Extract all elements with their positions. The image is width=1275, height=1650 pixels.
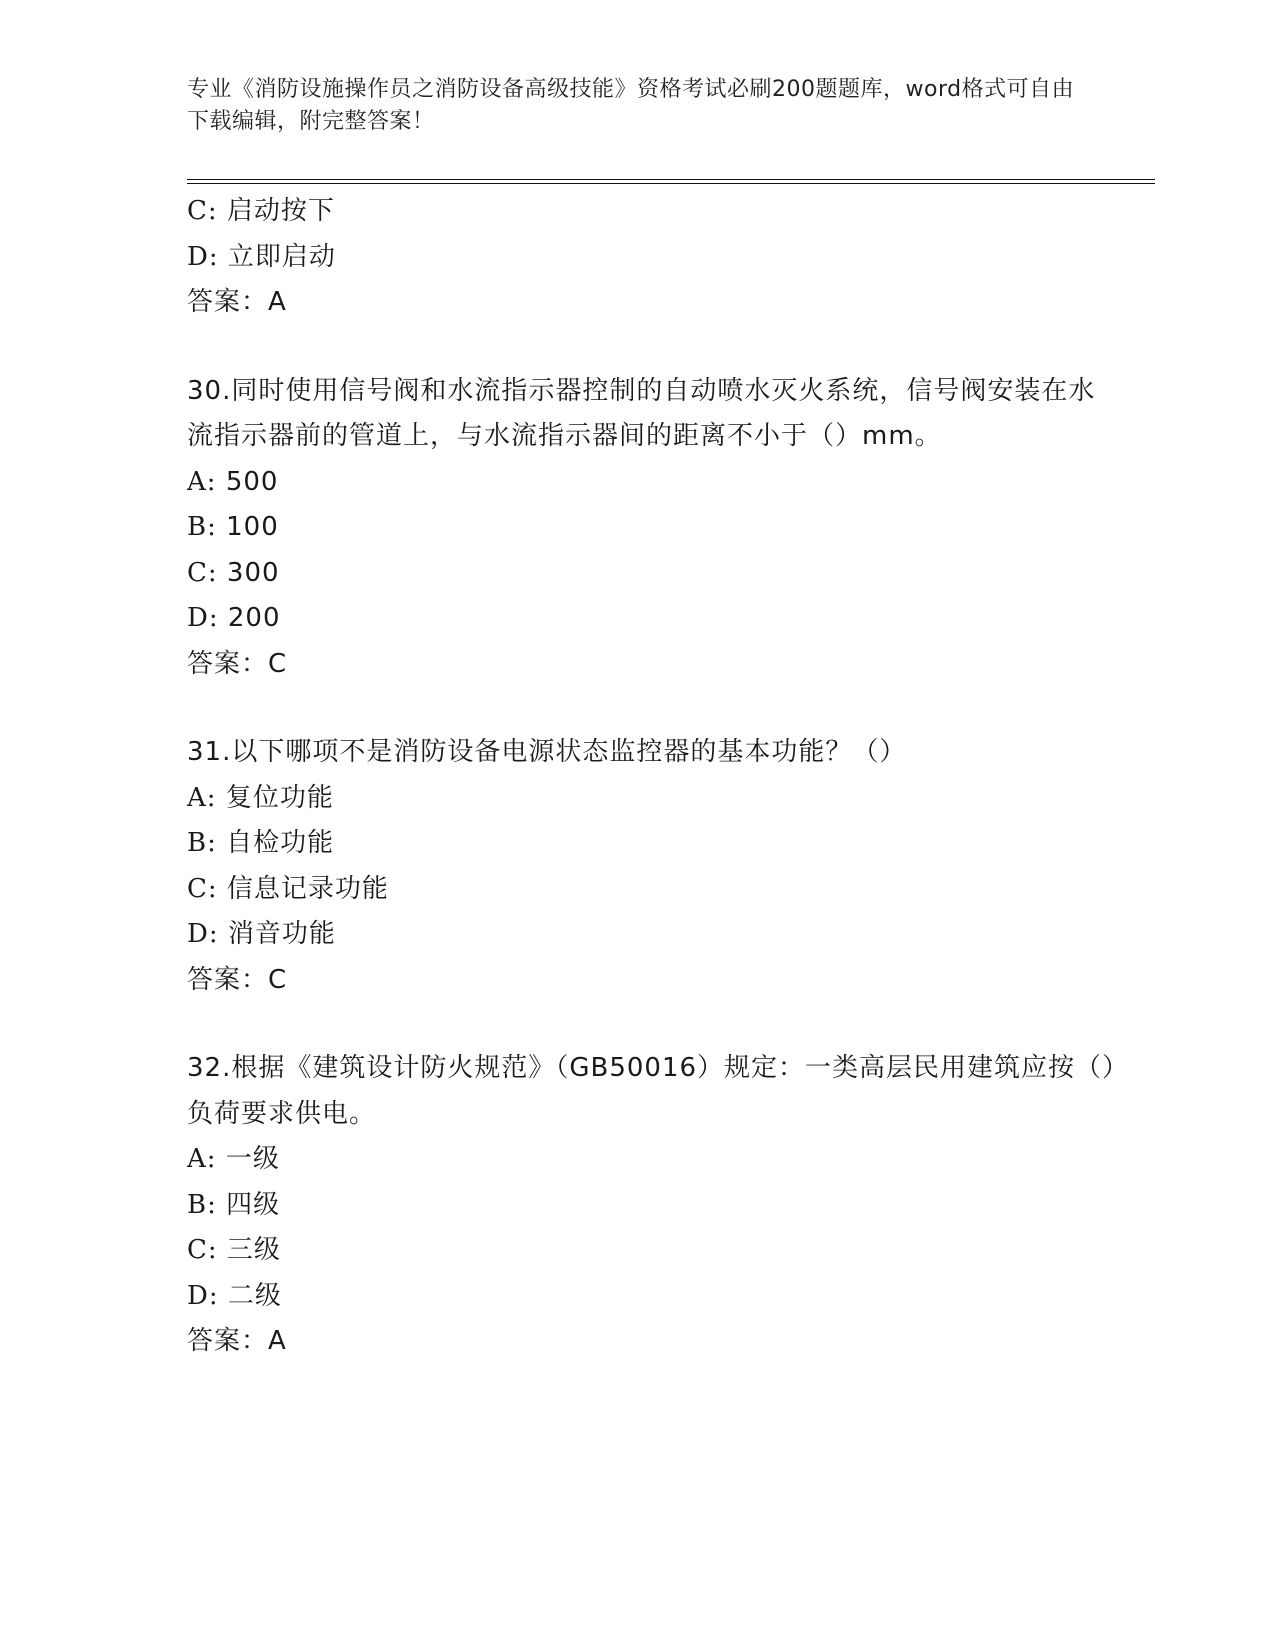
- option-letter: A:: [187, 466, 217, 497]
- question-list: [187, 189, 1117, 1365]
- option-d: [187, 912, 1117, 958]
- option-d: [187, 235, 1117, 281]
- answer-line: 答案：A: [187, 1326, 287, 1356]
- option-text: 100: [226, 512, 279, 542]
- option-a: [187, 1137, 1117, 1183]
- option-c: [187, 867, 1117, 913]
- option-letter: B:: [187, 512, 217, 542]
- option-text: 自检功能: [226, 828, 335, 858]
- option-letter: B:: [187, 1189, 217, 1220]
- spacer: [187, 687, 1117, 730]
- question-text: 31.以下哪项不是消防设备电源状态监控器的基本功能？（）: [187, 737, 907, 767]
- question-text: 32.根据《建筑设计防火规范》（GB50016）规定：一类高层民用建筑应按（）负荷要求供电。: [187, 1053, 1117, 1129]
- option-text: 复位功能: [225, 782, 334, 813]
- option-text: 信息记录功能: [226, 873, 389, 904]
- option-letter: A:: [187, 782, 217, 813]
- answer-line: 答案：A: [187, 287, 287, 317]
- question-text: 30.同时使用信号阀和水流指示器控制的自动喷水灭火系统，信号阀安装在水流指示器前的管道上，与水流指示器间的距离不小于（）mm。: [187, 375, 1096, 451]
- option-a: [187, 460, 1117, 506]
- question-30: [187, 369, 1117, 688]
- option-text: 200: [227, 603, 281, 633]
- option-a: [187, 776, 1117, 822]
- option-text: 300: [226, 557, 280, 588]
- option-d: [187, 596, 1117, 642]
- spacer: [187, 1003, 1117, 1046]
- option-b: [187, 821, 1117, 867]
- answer-line: 答案：C: [187, 648, 288, 679]
- header-rule-top: [187, 179, 1155, 180]
- option-c: [187, 1228, 1117, 1274]
- header-rule-bottom: [187, 183, 1155, 184]
- option-letter: C:: [187, 196, 218, 226]
- option-text: 一级: [225, 1144, 280, 1174]
- document-header: 专业《消防设施操作员之消防设备高级技能》资格考试必刷200题题库，word格式可自由下载编辑，附完整答案！: [187, 77, 1075, 134]
- option-text: 500: [225, 466, 279, 497]
- spacer: [187, 326, 1117, 369]
- option-letter: C:: [187, 1235, 218, 1265]
- option-c: [187, 189, 1117, 235]
- option-text: 立即启动: [227, 241, 336, 272]
- option-c: [187, 551, 1117, 597]
- option-b: [187, 1183, 1117, 1229]
- question-32: [187, 1046, 1117, 1365]
- option-text: 二级: [227, 1280, 282, 1311]
- option-text: 消音功能: [227, 919, 336, 949]
- answer-line: 答案：C: [187, 964, 288, 995]
- option-letter: D:: [187, 919, 219, 949]
- option-text: 三级: [226, 1235, 281, 1265]
- option-letter: D:: [187, 603, 219, 633]
- option-d: [187, 1274, 1117, 1320]
- option-text: 四级: [226, 1189, 281, 1220]
- question-31: [187, 730, 1117, 1003]
- option-letter: A:: [187, 1144, 217, 1174]
- option-letter: D:: [187, 1280, 219, 1311]
- option-letter: C:: [187, 873, 218, 904]
- option-letter: D:: [187, 241, 219, 272]
- partial-question-block: [187, 189, 1117, 326]
- option-b: [187, 505, 1117, 551]
- option-letter: C:: [187, 557, 218, 588]
- option-letter: B:: [187, 828, 217, 858]
- option-text: 启动按下: [226, 196, 335, 226]
